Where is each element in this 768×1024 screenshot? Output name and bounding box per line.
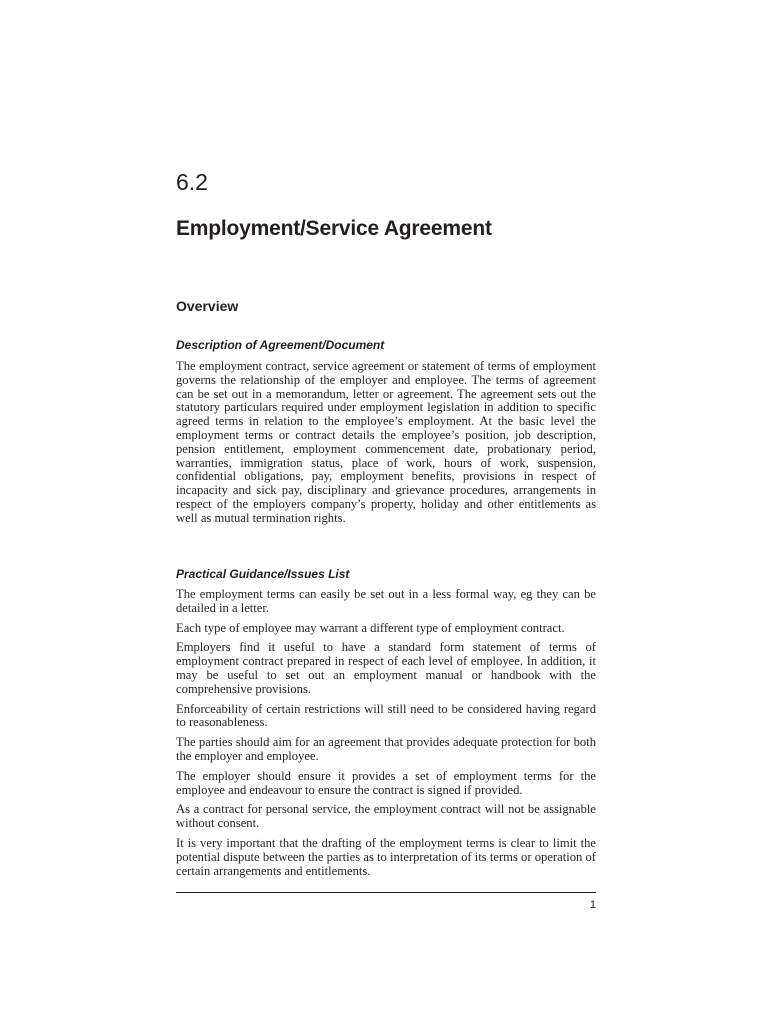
guidance-heading: Practical Guidance/Issues List [176,567,350,581]
chapter-title: Employment/Service Agreement [176,217,492,240]
guidance-section [176,588,596,884]
guidance-paragraph: Employers find it useful to have a standard form statement of terms of employment contract prepared in respect of each level of employee. In addition, it may be useful to set out an employment manual or handbook with the comprehensive provisions. [176,640,596,696]
guidance-paragraph: The employer should ensure it provides a set of employment terms for the employee and endeavour to ensure the contract is signed if provided. [176,768,596,797]
guidance-paragraph: The employment terms can easily be set out in a less formal way, eg they can be detailed in a letter. [176,587,596,615]
guidance-paragraph: It is very important that the drafting of the employment terms is clear to limit the potential dispute between the parties as to interpretation of its terms or operation of certain arrangements and entitlements. [176,835,596,878]
description-section [176,360,596,532]
description-heading: Description of Agreement/Document [176,338,385,352]
guidance-paragraph: Each type of employee may warrant a different type of employment contract. [176,620,565,635]
guidance-paragraph: As a contract for personal service, the employment contract will not be assignable without consent. [176,802,596,831]
guidance-paragraph: The parties should aim for an agreement that provides adequate protection for both the employer and employee. [176,735,596,763]
overview-heading: Overview [176,298,239,314]
page-number: 1 [589,899,596,911]
description-paragraph: The employment contract, service agreement or statement of terms of employment governs the relationship of the employer and employee. The terms of agreement can be set out in a memorandum, letter or agreement. The agreement sets out the statutory particulars required under employment legislation in addition to specific agreed terms in relation to the employee’s employment. At the basic level the employment terms or contract details the employee’s position, job description, pension entitlement, employment commencement date, probationary period, warranties, immigration status, place of work, hours of work, suspension, confidential obligations, pay, employment benefits, provisions in respect of incapacity and sick pay, disciplinary and grievance procedures, arrangements in respect of the employers company’s property, holiday and other entitlements as well as mutual termination rights. [176,359,596,525]
footer-rule [176,892,596,893]
section-number: 6.2 [176,169,208,195]
guidance-paragraph: Enforceability of certain restrictions will still need to be considered having regard to reasonableness. [176,701,596,730]
